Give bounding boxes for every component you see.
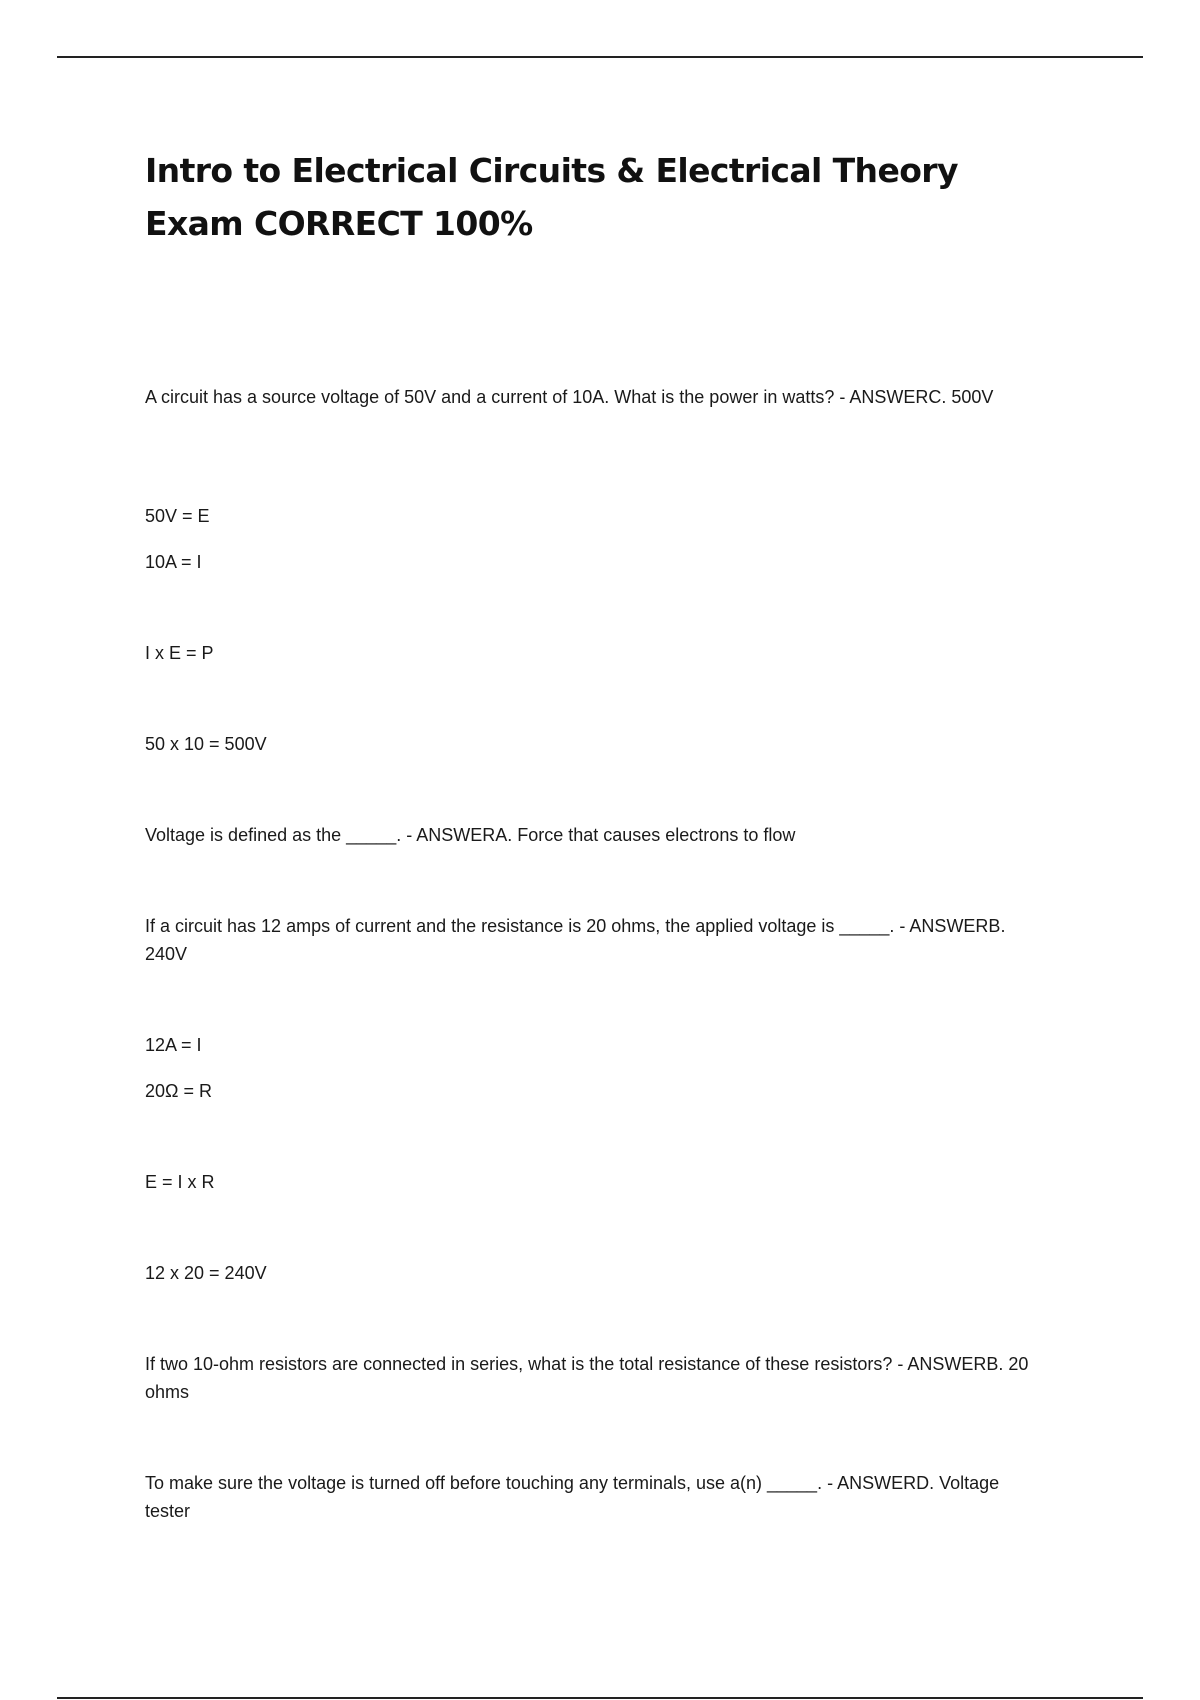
question-voltage-definition: Voltage is defined as the _____. - ANSWERA. Force that causes electrons to flow	[145, 825, 796, 845]
work-line: 10A = I	[145, 552, 202, 572]
work-line: I x E = P	[145, 643, 214, 663]
question-voltage-tester: To make sure the voltage is turned off before touching any terminals, use a(n) _____. - ANSWERD. Voltage tester	[145, 1473, 1000, 1521]
work-line: 50 x 10 = 500V	[145, 734, 267, 754]
work-line: 12A = I	[145, 1035, 202, 1055]
work-line: E = I x R	[145, 1172, 215, 1192]
document-title: Intro to Electrical Circuits & Electrical Theory Exam CORRECT 100%	[145, 151, 958, 243]
question-series-resistance: If two 10-ohm resistors are connected in series, what is the total resistance of these resistors? - ANSWERB. 20 ohms	[145, 1354, 1029, 1402]
top-divider	[57, 56, 1143, 58]
bottom-divider	[57, 1697, 1143, 1699]
question-power-watts: A circuit has a source voltage of 50V and a current of 10A. What is the power in watts? - ANSWERC. 500V	[145, 387, 994, 407]
work-line: 12 x 20 = 240V	[145, 1263, 267, 1283]
question-applied-voltage: If a circuit has 12 amps of current and the resistance is 20 ohms, the applied voltage is _____. - ANSWERB. 240V	[145, 916, 1006, 964]
work-line: 50V = E	[145, 506, 210, 526]
work-line: 20Ω = R	[145, 1081, 212, 1101]
